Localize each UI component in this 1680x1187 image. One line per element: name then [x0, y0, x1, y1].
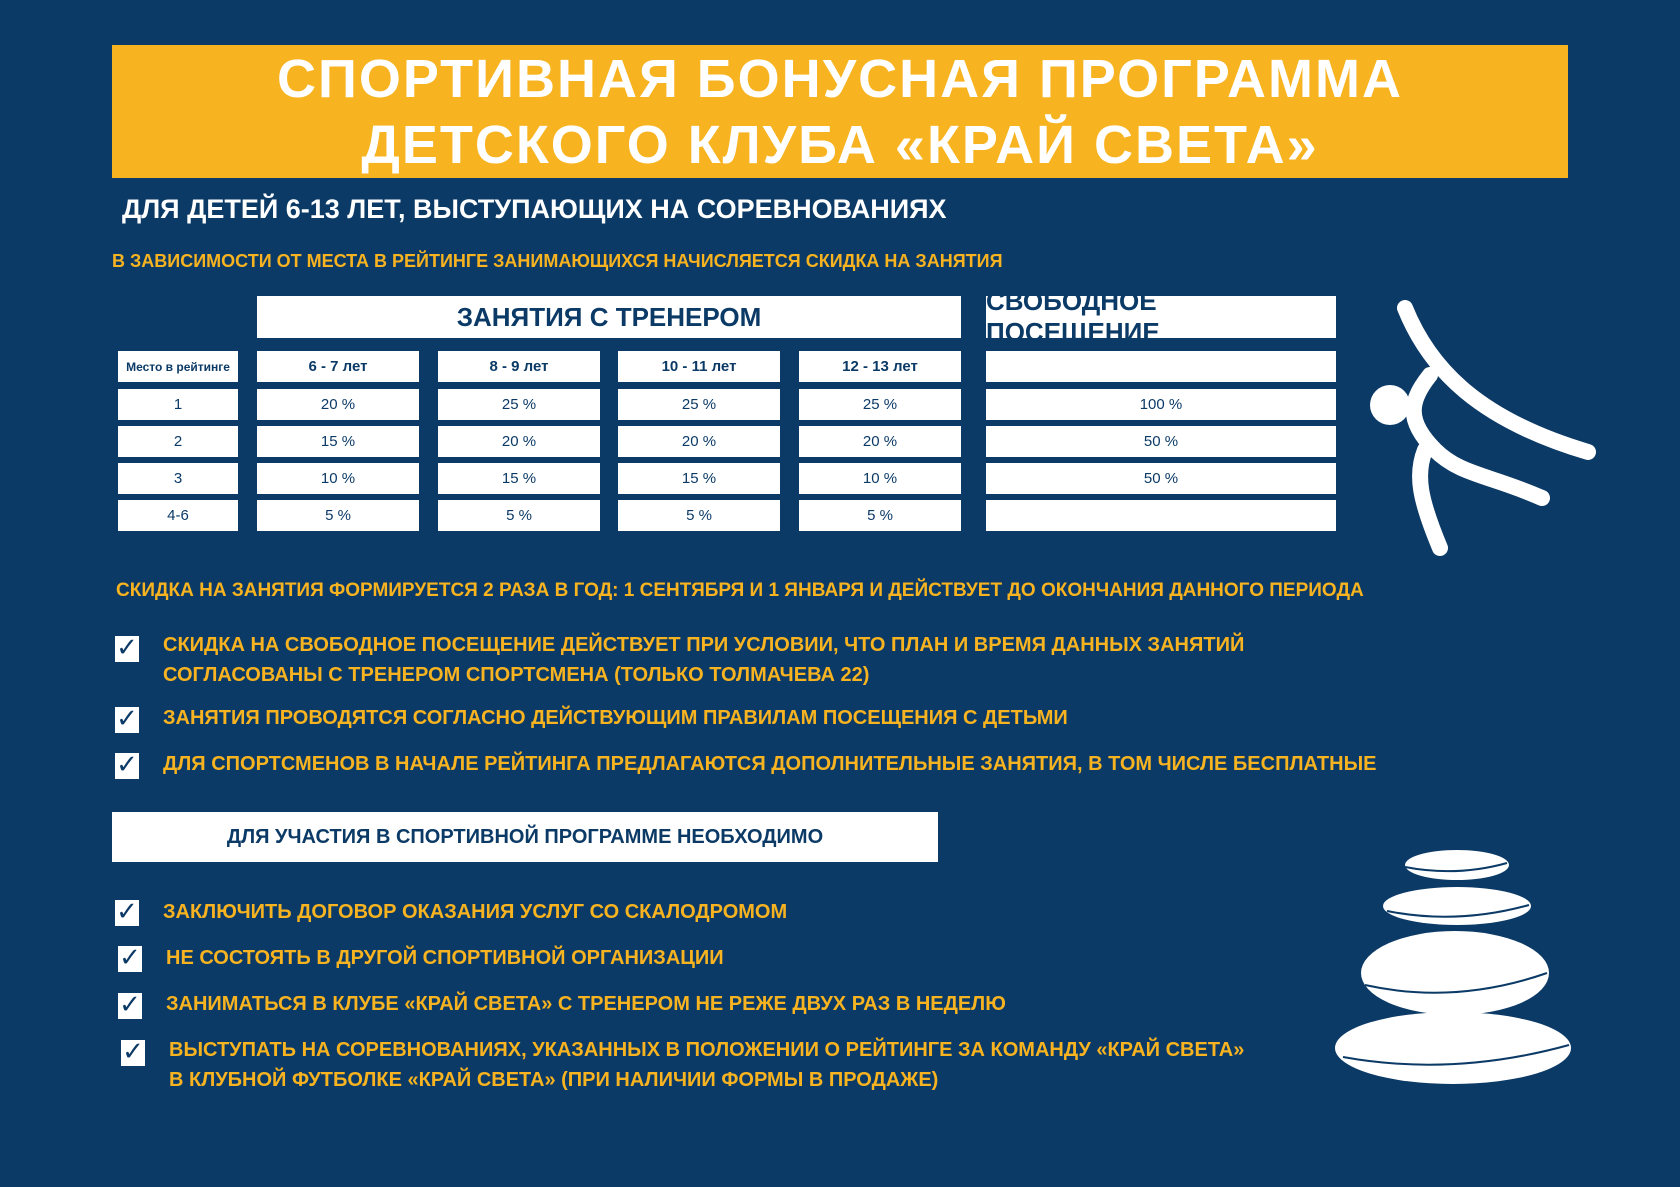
- requirement-item: ЗАКЛЮЧИТЬ ДОГОВОР ОКАЗАНИЯ УСЛУГ СО СКАЛОДРОМОМ: [163, 901, 788, 923]
- condition-item: ДЛЯ СПОРТСМЕНОВ В НАЧАЛЕ РЕЙТИНГА ПРЕДЛАГАЮТСЯ ДОПОЛНИТЕЛЬНЫЕ ЗАНЯТИЯ, В ТОМ ЧИСЛЕ БЕСПЛАТНЫЕ: [163, 753, 1377, 775]
- discount-cell: 25 %: [438, 389, 600, 420]
- check-icon: ✓: [119, 990, 141, 1020]
- discount-cell: 15 %: [618, 463, 780, 494]
- place-cell: 4-6: [118, 500, 238, 531]
- discount-cell: 20 %: [257, 389, 419, 420]
- free-visit-blank-header: [986, 351, 1336, 382]
- check-icon: ✓: [122, 1037, 144, 1067]
- discount-cell: 10 %: [257, 463, 419, 494]
- requirement-item: ЗАНИМАТЬСЯ В КЛУБЕ «КРАЙ СВЕТА» С ТРЕНЕРОМ НЕ РЕЖЕ ДВУХ РАЗ В НЕДЕЛЮ: [166, 993, 1006, 1015]
- discount-cell: 15 %: [438, 463, 600, 494]
- subtitle: ДЛЯ ДЕТЕЙ 6-13 ЛЕТ, ВЫСТУПАЮЩИХ НА СОРЕВНОВАНИЯХ: [122, 194, 947, 224]
- title-line-2: ДЕТСКОГО КЛУБА «КРАЙ СВЕТА»: [361, 114, 1319, 175]
- requirement-line: ВЫСТУПАТЬ НА СОРЕВНОВАНИЯХ, УКАЗАННЫХ В ПОЛОЖЕНИИ О РЕЙТИНГЕ ЗА КОМАНДУ «КРАЙ СВЕТА»: [169, 1039, 1245, 1061]
- discount-period-note: СКИДКА НА ЗАНЯТИЯ ФОРМИРУЕТСЯ 2 РАЗА В ГОД: 1 СЕНТЯБРЯ И 1 ЯНВАРЯ И ДЕЙСТВУЕТ ДО ОКОНЧАНИЯ ДАННОГО ПЕРИОДА: [116, 580, 1364, 601]
- condition-item: [163, 630, 1244, 690]
- check-icon: ✓: [116, 750, 138, 780]
- requirement-line: В КЛУБНОЙ ФУТБОЛКЕ «КРАЙ СВЕТА» (ПРИ НАЛИЧИИ ФОРМЫ В ПРОДАЖЕ): [169, 1069, 939, 1091]
- discount-cell: 5 %: [618, 500, 780, 531]
- trainer-header: ЗАНЯТИЯ С ТРЕНЕРОМ: [257, 296, 961, 338]
- requirement-item: НЕ СОСТОЯТЬ В ДРУГОЙ СПОРТИВНОЙ ОРГАНИЗАЦИИ: [166, 947, 724, 969]
- title-line-1: СПОРТИВНАЯ БОНУСНАЯ ПРОГРАММА: [277, 48, 1403, 109]
- age-group-header: 8 - 9 лет: [438, 351, 600, 382]
- requirement-item: [169, 1035, 1244, 1095]
- place-cell: 1: [118, 389, 238, 420]
- requirements-title: ДЛЯ УЧАСТИЯ В СПОРТИВНОЙ ПРОГРАММЕ НЕОБХОДИМО: [112, 812, 938, 862]
- discount-cell: 20 %: [799, 426, 961, 457]
- discount-cell: 5 %: [438, 500, 600, 531]
- free-visit-cell: 100 %: [986, 389, 1336, 420]
- check-icon: ✓: [116, 897, 138, 927]
- free-visit-cell: 50 %: [986, 463, 1336, 494]
- discount-cell: 20 %: [618, 426, 780, 457]
- climber-icon: [1360, 300, 1600, 560]
- condition-line: СОГЛАСОВАНЫ С ТРЕНЕРОМ СПОРТСМЕНА (ТОЛЬКО ТОЛМАЧЕВА 22): [163, 664, 870, 686]
- stacked-stones-icon: [1335, 845, 1575, 1095]
- discount-cell: 15 %: [257, 426, 419, 457]
- discount-cell: 10 %: [799, 463, 961, 494]
- age-group-header: 6 - 7 лет: [257, 351, 419, 382]
- discount-cell: 20 %: [438, 426, 600, 457]
- check-icon: ✓: [116, 704, 138, 734]
- free-visit-cell: [986, 500, 1336, 531]
- discount-cell: 5 %: [799, 500, 961, 531]
- place-cell: 3: [118, 463, 238, 494]
- discount-cell: 25 %: [799, 389, 961, 420]
- intro-text: В ЗАВИСИМОСТИ ОТ МЕСТА В РЕЙТИНГЕ ЗАНИМАЮЩИХСЯ НАЧИСЛЯЕТСЯ СКИДКА НА ЗАНЯТИЯ: [112, 251, 1003, 271]
- place-cell: 2: [118, 426, 238, 457]
- free-visit-cell: 50 %: [986, 426, 1336, 457]
- place-header: Место в рейтинге: [118, 351, 238, 382]
- discount-cell: 25 %: [618, 389, 780, 420]
- age-group-header: 10 - 11 лет: [618, 351, 780, 382]
- title-banner: [112, 45, 1568, 178]
- condition-line: СКИДКА НА СВОБОДНОЕ ПОСЕЩЕНИЕ ДЕЙСТВУЕТ ПРИ УСЛОВИИ, ЧТО ПЛАН И ВРЕМЯ ДАННЫХ ЗАНЯТИЙ: [163, 634, 1245, 656]
- discount-cell: 5 %: [257, 500, 419, 531]
- check-icon: ✓: [119, 943, 141, 973]
- condition-item: ЗАНЯТИЯ ПРОВОДЯТСЯ СОГЛАСНО ДЕЙСТВУЮЩИМ ПРАВИЛАМ ПОСЕЩЕНИЯ С ДЕТЬМИ: [163, 707, 1068, 729]
- age-group-header: 12 - 13 лет: [799, 351, 961, 382]
- free-visit-header: СВОБОДНОЕ ПОСЕЩЕНИЕ: [986, 296, 1336, 338]
- check-icon: ✓: [116, 633, 138, 663]
